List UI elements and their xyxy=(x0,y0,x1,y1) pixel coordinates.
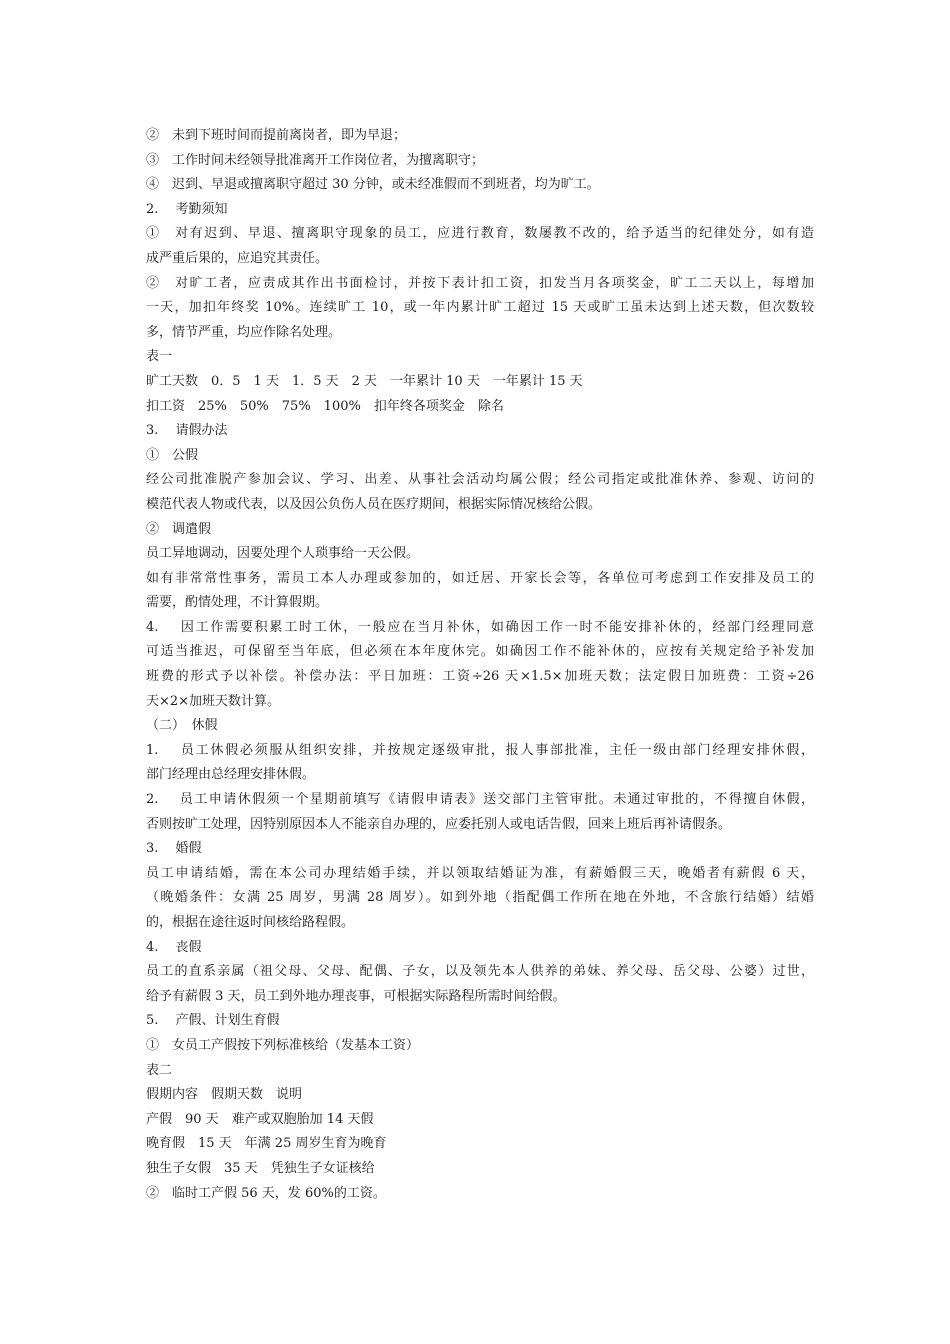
text-line: 3. 请假办法 xyxy=(146,423,228,439)
text-line: ② 调遣假 xyxy=(146,521,212,537)
text-line: 需要，酌情处理，不计算假期。 xyxy=(146,595,329,611)
text-line: ② 未到下班时间而提前离岗者，即为早退； xyxy=(146,128,407,143)
text-line: 1. 员工休假必须服从组织安排，并按规定逐级审批，报人事部批准，主任一级由部门经理安排休假， xyxy=(146,742,814,758)
text-line: 部门经理由总经理安排休假。 xyxy=(146,767,316,783)
text-line: 给予有薪假 3 天，员工到外地办理丧事，可根据实际路程所需时间给假。 xyxy=(146,988,566,1004)
text-line: 的，根据在途往返时间核给路程假。 xyxy=(146,915,355,930)
text-line: ① 女员工产假按下列标准核给（发基本工资） xyxy=(146,1037,420,1053)
text-line: 天×2×加班天数计算。 xyxy=(146,693,281,709)
text-line: 4. 因工作需要积累工时工休，一般应在当月补休，如确因工作一时不能安排补休的，经部门经理同意 xyxy=(146,619,814,635)
text-line: ③ 工作时间未经领导批准离开工作岗位者，为擅离职守； xyxy=(146,152,485,168)
text-line: ④ 迟到、早退或擅离职守超过 30 分钟，或未经准假而不到班者，均为旷工。 xyxy=(146,177,600,193)
text-line: 模范代表人物或代表，以及因公负伤人员在医疗期间，根据实际情况核给公假。 xyxy=(146,496,602,512)
text-line: 员工的直系亲属（祖父母、父母、配偶、子女，以及领先本人供养的弟妹、养父母、岳父母、公婆）过世， xyxy=(146,964,814,980)
text-line: 员工申请结婚，需在本公司办理结婚手续，并以领取结婚证为准，有薪婚假三天，晚婚者有薪假 6 天， xyxy=(146,865,814,881)
text-line: 一天，加扣年终奖 10%。连续旷工 10，或一年内累计旷工超过 15 天或旷工虽未达到上述天数，但次数较 xyxy=(146,300,814,316)
text-line: ② 对旷工者，应责成其作出书面检讨，并按下表计扣工资，扣发当月各项奖金，旷工二天以上，每增加 xyxy=(146,275,814,291)
text-line: 表一 xyxy=(146,349,173,365)
text-line: 如有非常常性事务，需员工本人办理或参加的，如迁居、开家长会等，各单位可考虑到工作安排及员工的 xyxy=(146,570,814,586)
text-line: 5. 产假、计划生育假 xyxy=(146,1013,280,1029)
text-line: 假期内容 假期天数 说明 xyxy=(146,1087,303,1103)
text-line: 独生子女假 35 天 凭独生子女证核给 xyxy=(146,1160,375,1176)
text-line: 3. 婚假 xyxy=(146,841,202,857)
document-body xyxy=(146,124,814,1206)
text-line: ① 对有迟到、早退、擅离职守现象的员工，应进行教育，数屡教不改的，给予适当的纪律处分，如有造 xyxy=(146,226,814,242)
text-line: （二） 休假 xyxy=(146,718,218,734)
text-line: 旷工天数 0．5 1 天 1．5 天 2 天 一年累计 10 天 一年累计 15 天 xyxy=(146,373,583,389)
text-line: 可适当推迟，可保留至当年底，但必须在本年度休完。如确因工作不能补休的，应按有关规定给予补发加 xyxy=(146,644,814,660)
text-line: 员工异地调动，因要处理个人琐事给一天公假。 xyxy=(146,546,420,562)
text-line: 扣工资 25% 50% 75% 100% 扣年终各项奖金 除名 xyxy=(146,398,504,414)
text-line: 班费的形式予以补偿。补偿办法：平日加班：工资÷26 天×1.5×加班天数；法定假日加班费：工资÷26 xyxy=(146,669,814,685)
text-line: 2. 考勤须知 xyxy=(146,201,228,217)
text-line: 4. 丧假 xyxy=(146,939,202,955)
text-line: 成严重后果的，应追究其责任。 xyxy=(146,250,329,266)
text-line: 晚育假 15 天 年满 25 周岁生育为晚育 xyxy=(146,1136,387,1152)
text-line: 经公司批准脱产参加会议、学习、出差、从事社会活动均属公假；经公司指定或批准休养、参观、访问的 xyxy=(146,472,814,488)
text-line: 表二 xyxy=(146,1062,173,1078)
text-line: 2. 员工申请休假须一个星期前填写《请假申请表》送交部门主管审批。未通过审批的，不得擅自休假， xyxy=(146,792,814,808)
text-line: 否则按旷工处理，因特别原因本人不能亲自办理的，应委托别人或电话告假，回来上班后再补请假条。 xyxy=(146,816,732,832)
text-line: （晚婚条件：女满 25 周岁，男满 28 周岁）。如到外地（指配偶工作所在地在外地，不含旅行结婚）结婚 xyxy=(146,890,814,906)
text-line: ② 临时工产假 56 天，发 60%的工资。 xyxy=(146,1185,386,1201)
text-line: 产假 90 天 难产或双胞胎加 14 天假 xyxy=(146,1111,374,1127)
text-line: ① 公假 xyxy=(146,447,199,463)
text-line: 多，情节严重，均应作除名处理。 xyxy=(146,324,342,340)
